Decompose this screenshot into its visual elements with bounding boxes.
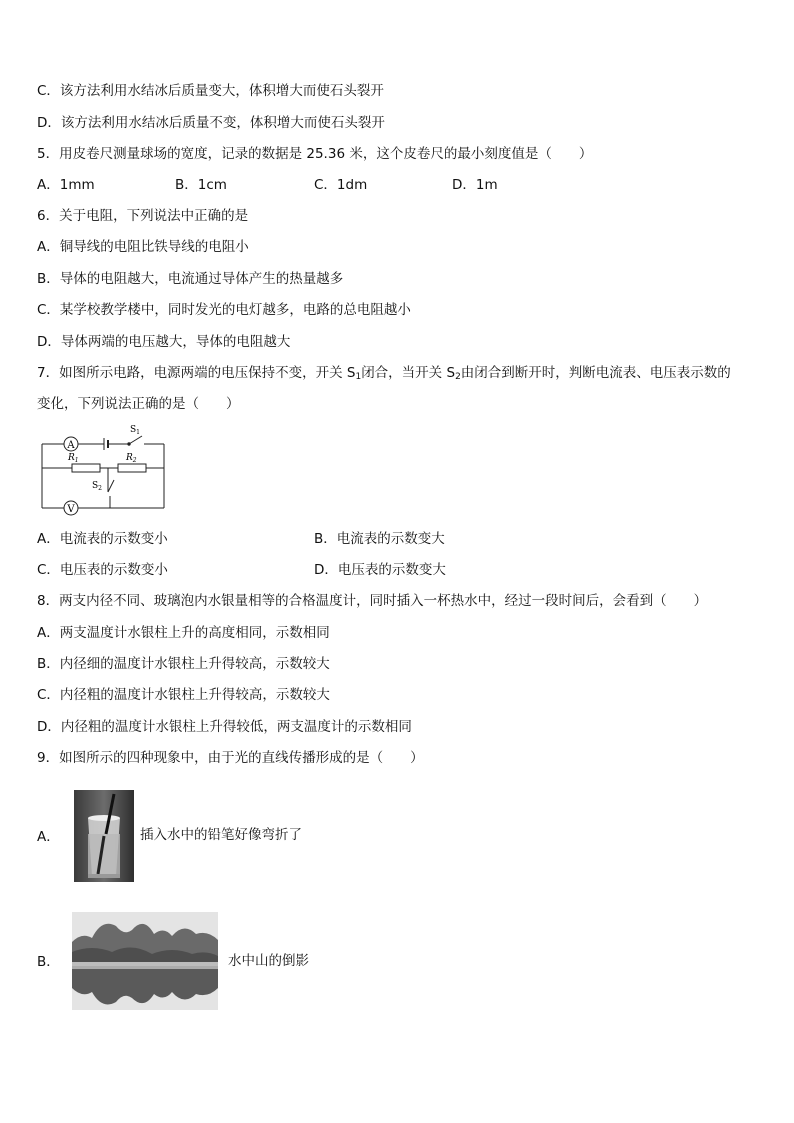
q7-stem-line1: 7．如图所示电路，电源两端的电压保持不变，开关 $S_1$闭合，当开关 $S_2$由闭合到断开时，判断电流表、电压表示数的 <box>37 365 731 382</box>
q7-option-c: C．电压表的示数变小 <box>37 562 168 578</box>
pencil-in-water-image <box>74 790 134 882</box>
q6-option-d: D．导体两端的电压越大，导体的电阻越大 <box>37 334 291 350</box>
q7-option-a: A．电流表的示数变小 <box>37 531 168 547</box>
resistor-r2-label: $R_2$ <box>126 453 137 464</box>
q5-stem: 5．用皮卷尺测量球场的宽度，记录的数据是 25.36 米，这个皮卷尺的最小刻度值是（ ） <box>37 146 593 162</box>
q5-option-d: D．1m <box>452 177 498 193</box>
q6-option-b: B．导体的电阻越大，电流通过导体产生的热量越多 <box>37 271 344 287</box>
q8-stem: 8．两支内径不同、玻璃泡内水银量相等的合格温度计，同时插入一杯热水中，经过一段时间后，会看到（ ） <box>37 593 708 609</box>
q5-option-c: C．1dm <box>314 177 368 193</box>
q9-option-b-label: B． <box>37 954 60 970</box>
q6-option-a: A．铜导线的电阻比铁导线的电阻小 <box>37 239 249 255</box>
q9-option-b-caption: 水中山的倒影 <box>228 953 309 969</box>
q7-option-d: D．电压表的示数变大 <box>314 562 446 578</box>
q7-option-b: B．电流表的示数变大 <box>314 531 445 547</box>
voltmeter-icon: V <box>67 504 75 515</box>
switch-s1-label: $S_1$ <box>130 425 140 436</box>
q6-stem: 6．关于电阻，下列说法中正确的是 <box>37 208 249 224</box>
circuit-diagram <box>38 420 168 518</box>
mountain-reflection-image <box>72 912 218 1010</box>
switch-s2-label: $S_2$ <box>92 481 102 492</box>
q4-option-d: D．该方法利用水结冰后质量不变，体积增大而使石头裂开 <box>37 115 385 131</box>
q5-option-a: A．1mm <box>37 177 95 193</box>
q8-option-c: C．内径粗的温度计水银柱上升得较高，示数较大 <box>37 687 330 703</box>
q6-option-c: C．某学校教学楼中，同时发光的电灯越多，电路的总电阻越小 <box>37 302 411 318</box>
q9-stem: 9．如图所示的四种现象中，由于光的直线传播形成的是（ ） <box>37 750 424 766</box>
q5-option-b: B．1cm <box>175 177 227 193</box>
q4-option-c: C．该方法利用水结冰后质量变大，体积增大而使石头裂开 <box>37 83 384 99</box>
q8-option-b: B．内径细的温度计水银柱上升得较高，示数较大 <box>37 656 330 672</box>
q7-stem-line2: 变化，下列说法正确的是（ ） <box>37 396 240 412</box>
q9-option-a-caption: 插入水中的铅笔好像弯折了 <box>140 827 302 843</box>
q8-option-d: D．内径粗的温度计水银柱上升得较低，两支温度计的示数相同 <box>37 719 412 735</box>
q8-option-a: A．两支温度计水银柱上升的高度相同，示数相同 <box>37 625 330 641</box>
ammeter-icon: A <box>67 440 75 451</box>
q9-option-a-label: A． <box>37 829 60 845</box>
resistor-r1-label: $R_1$ <box>68 453 79 464</box>
